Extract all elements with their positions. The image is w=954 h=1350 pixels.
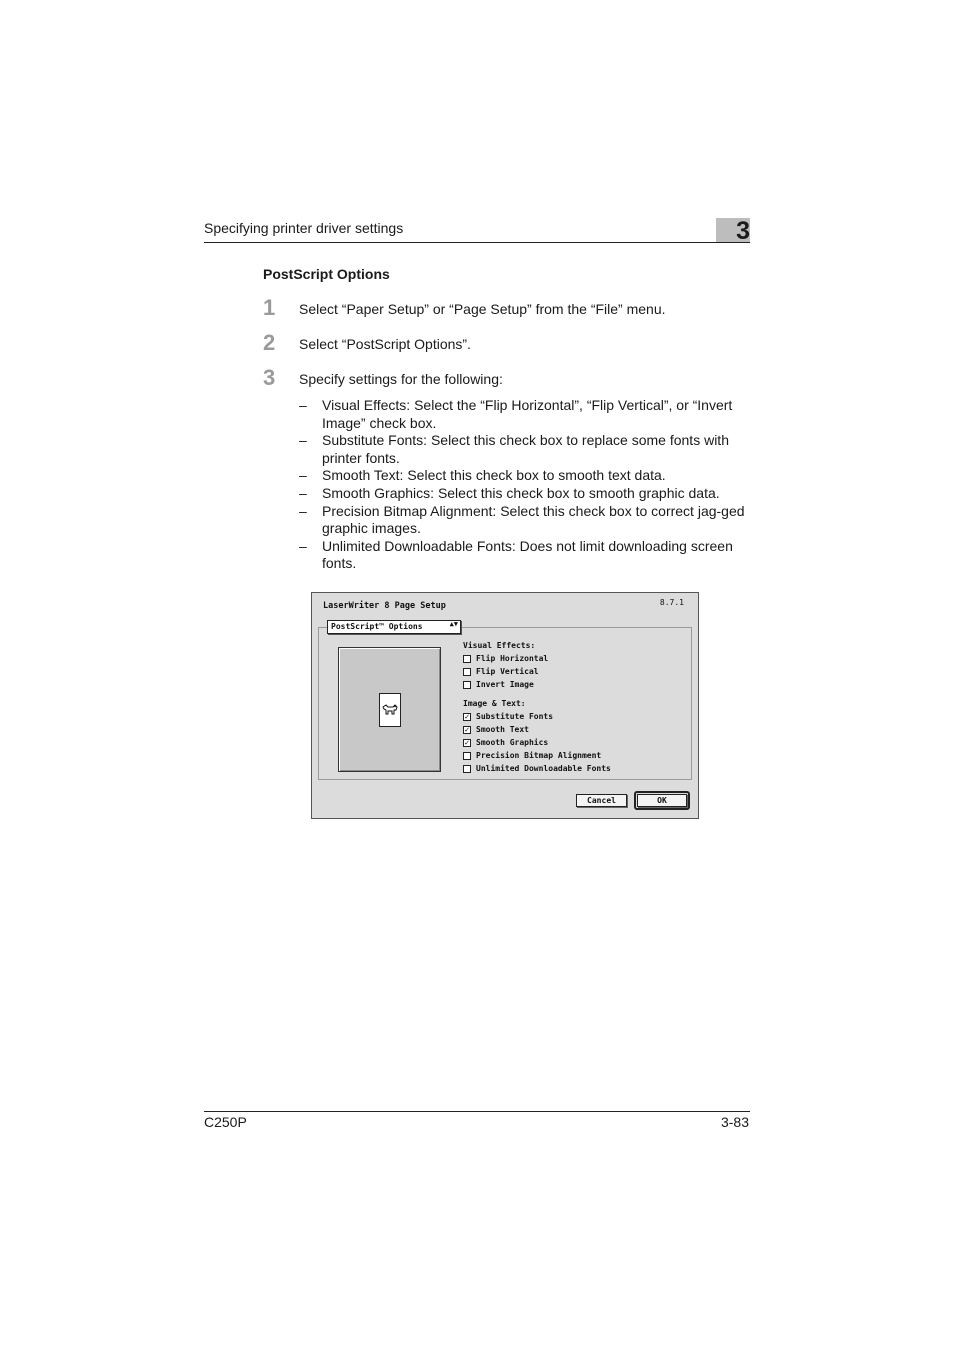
dogcow-glyph xyxy=(380,694,400,726)
step-number-2: 2 xyxy=(263,330,276,355)
list-item xyxy=(299,467,751,485)
bullet-dash: – xyxy=(299,484,307,501)
ok-button[interactable]: OK xyxy=(637,794,687,807)
bullet-text: Smooth Graphics: Select this check box to smooth graphic data. xyxy=(322,484,720,501)
dialog-version: 8.7.1 xyxy=(659,598,684,607)
ok-button-default-ring xyxy=(634,791,690,810)
bullet-dash: – xyxy=(299,397,307,413)
visual-effects-heading: Visual Effects: xyxy=(463,641,536,650)
checkbox-label: Flip Horizontal xyxy=(476,654,549,663)
checkbox-checked: ✓ xyxy=(464,711,470,721)
step-text-2: Select “PostScript Options”. xyxy=(299,336,471,352)
list-item xyxy=(299,397,751,432)
checkbox-checked: ✓ xyxy=(464,737,470,747)
section-title: PostScript Options xyxy=(263,266,390,282)
running-header: Specifying printer driver settings xyxy=(204,220,404,236)
smooth-graphics-checkbox[interactable] xyxy=(463,737,548,748)
options-dropdown[interactable] xyxy=(327,620,461,634)
dialog-title: LaserWriter 8 Page Setup xyxy=(323,601,446,611)
list-item xyxy=(299,485,751,503)
invert-image-checkbox[interactable] xyxy=(463,679,534,690)
bullet-text: Visual Effects: Select the “Flip Horizontal”, “Flip Vertical”, or “Invert Image” check box. xyxy=(322,397,733,431)
step-number-3: 3 xyxy=(263,365,276,390)
unlimited-downloadable-fonts-checkbox[interactable] xyxy=(463,763,611,774)
checkbox-checked: ✓ xyxy=(464,724,470,734)
settings-list xyxy=(299,397,751,573)
bullet-dash: – xyxy=(299,502,307,519)
checkbox-label: Smooth Text xyxy=(476,725,529,734)
bullet-text: Unlimited Downloadable Fonts: Does not limit downloading screen fonts. xyxy=(322,537,733,572)
footer-page-number: 3-83 xyxy=(720,1114,749,1130)
dropdown-arrows-icon: ▲▼ xyxy=(449,620,458,628)
checkbox-label: Smooth Graphics xyxy=(476,738,549,747)
image-text-heading: Image & Text: xyxy=(463,699,526,708)
checkbox-unchecked xyxy=(463,765,471,773)
checkbox-unchecked xyxy=(463,655,471,663)
precision-bitmap-alignment-checkbox[interactable] xyxy=(463,750,601,761)
checkbox-unchecked xyxy=(463,668,471,676)
bullet-dash: – xyxy=(299,467,307,484)
substitute-fonts-checkbox[interactable] xyxy=(463,711,553,722)
page-setup-dialog xyxy=(311,592,699,819)
checkbox-label: Unlimited Downloadable Fonts xyxy=(476,764,611,773)
bullet-dash: – xyxy=(299,537,307,554)
header-rule xyxy=(204,242,750,243)
checkbox-label: Invert Image xyxy=(476,680,534,689)
checkbox-label: Substitute Fonts xyxy=(476,712,554,721)
step-text-1: Select “Paper Setup” or “Page Setup” from the “File” menu. xyxy=(299,301,666,317)
bullet-text: Smooth Text: Select this check box to smooth text data. xyxy=(322,467,666,484)
checkbox-unchecked xyxy=(463,752,471,760)
step-number-1: 1 xyxy=(263,295,276,320)
dogcow-preview-icon xyxy=(379,693,401,727)
bullet-text: Precision Bitmap Alignment: Select this check box to correct jag-ged graphic images. xyxy=(322,502,745,537)
flip-vertical-checkbox[interactable] xyxy=(463,666,539,677)
chapter-number: 3 xyxy=(736,217,750,245)
checkbox-label: Flip Vertical xyxy=(476,667,539,676)
cancel-button[interactable]: Cancel xyxy=(576,794,627,807)
bullet-dash: – xyxy=(299,432,307,449)
footer-rule xyxy=(204,1111,750,1112)
list-item xyxy=(299,503,751,538)
footer-model: C250P xyxy=(204,1114,247,1130)
checkbox-unchecked xyxy=(463,681,471,689)
dropdown-value: PostScript™ Options xyxy=(331,622,423,631)
step-text-3: Specify settings for the following: xyxy=(299,371,503,387)
smooth-text-checkbox[interactable] xyxy=(463,724,529,735)
page-preview xyxy=(338,647,441,772)
checkbox-label: Precision Bitmap Alignment xyxy=(476,751,602,760)
list-item xyxy=(299,432,751,467)
bullet-text: Substitute Fonts: Select this check box to replace some fonts with printer fonts. xyxy=(322,432,729,466)
flip-horizontal-checkbox[interactable] xyxy=(463,653,548,664)
list-item xyxy=(299,538,751,573)
